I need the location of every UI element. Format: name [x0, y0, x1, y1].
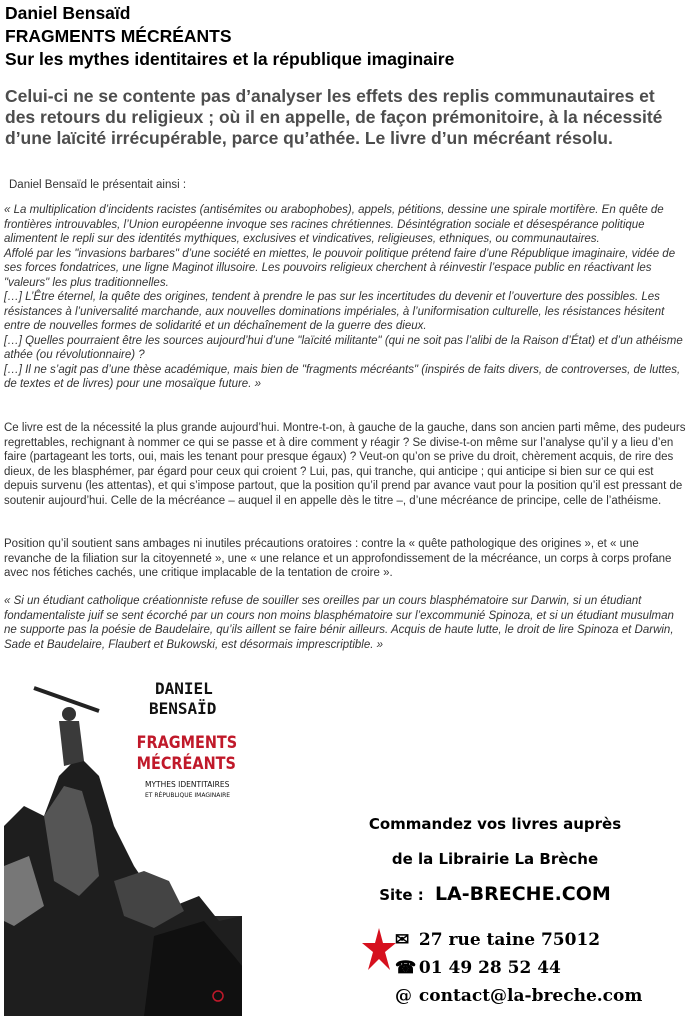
- cover-author-line1: DANIEL: [155, 679, 213, 698]
- author-quote: « La multiplication d’incidents racistes (antisémites ou arabophobes), appels, pétitions, dessine une spirale mortifère. En quête de frontières introuvables, l’Union européenne invoque ses racines chrétiennes. Désintégration sociale et désespérance politique alimentent le repli sur des identités mythiques, exclusives et vindicatives, religieuses, ethniques, ou communautaires. Affolé par les "invasions barbares" d’une société en miettes, le pouvoir politique prétend faire d’une République imaginaire, vidée de ses forces fondatrices, une ligne Maginot illusoire. Les pouvoirs religieux cherchent à réinvestir l’espace public en réactivant les "valeurs" les plus traditionnelles. […] L’Être éternel, la quête des origines, tendent à prendre le pas sur les incertitudes du devenir et l’ouverture des possibles. Les résistances à l’universalité marchande, aux nouvelles dominations impériales, à l’uniformisation culturelle, les résistances hésitent entre de nouvelles formes de solidarité et un déchaînement de la guerre des dieux. […] Quelles pourraient être les sources aujourd’hui d’une "laïcité militante" (qui ne soit pas l’alibi de la Raison d’État) et d’un athéisme athée (ou révolutionnaire) ? […] Il ne s’agit pas d’une thèse académique, mais bien de "fragments mécréants" (inspirés de faits divers, de controverses, de luttes, de textes et de livres) pour une mosaïque future. »: [4, 204, 683, 390]
- cover-photo: [4, 666, 242, 1016]
- phone-icon: ☎: [395, 958, 417, 978]
- envelope-icon: ✉: [395, 930, 410, 950]
- red-star-icon: [362, 928, 396, 972]
- review-paragraph-1: Ce livre est de la nécessité la plus grande aujourd’hui. Montre-t-on, à gauche de la gauche, dans son ancien parti même, des pudeurs regrettables, rechignant à nommer ce qui se passe et à dire comment y réagir ? Se divise-t-on même sur l’analyse qu’il y a lieu d’en faire (partageant les torts, oui, mais les tenant pour presque égaux) ? Veut-on qu’on se prive du droit, chèrement acquis, de rire des dieux, de les blasphémer, par égard pour ceux qui croient ? Lui, pas, qui tranche, qui anticipe ; qui anticipe si bien sur ce qui est depuis survenu (les attentas), et qui s’impose partout, que la position qu’il prend par avance vaut pour la position qu’il est pressant de soutenir aujourd’hui. Celle de la mécréance – auquel il en appelle dès le titre –, d’une mécréance de principe, celle de l’athéisme.: [4, 422, 686, 507]
- closing-quote: « Si un étudiant catholique créationniste refuse de souiller ses oreilles par un cours blasphématoire sur Darwin, si un étudiant fondamentaliste juif se sent écorché par un cours non moins blasphématoire sur l’excommunié Spinoza, et si un étudiant musulman ne supporte pas la poésie de Baudelaire, qu’ils aillent se faire bénir ailleurs. Acquis de haute lutte, le droit de lire Spinoza et Darwin, Sade et Baudelaire, Flaubert et Bukowski, est désormais imprescriptible. »: [4, 595, 674, 651]
- address-text: 27 rue taine 75012: [418, 930, 601, 950]
- at-icon: @: [395, 986, 412, 1006]
- cover-author-line2: BENSAÏD: [149, 699, 217, 718]
- cover-subtitle-line1: MYTHES IDENTITAIRES: [145, 780, 230, 789]
- email-link[interactable]: contact@la-breche.com: [418, 986, 643, 1006]
- phone-text: 01 49 28 52 44: [418, 958, 561, 978]
- email-line: [395, 986, 642, 1006]
- book-cover: [4, 666, 242, 1016]
- address-line: [395, 930, 600, 950]
- cover-title-line2: MÉCRÉANTS: [136, 752, 236, 774]
- review-paragraph-2: Position qu’il soutient sans ambages ni inutiles précautions oratoires : contre la « quête pathologique des origines », et « une revanche de la filiation sur la citoyenneté », une « une relance et un approfondissement de la mécréance, un corps à corps profane avec nos fétiches cachés, une critique implacable de la tentation de croire ».: [4, 538, 672, 579]
- phone-line: [395, 958, 561, 978]
- site-line: [345, 883, 645, 905]
- order-line-1: Commandez vos livres auprès: [368, 815, 622, 833]
- site-url-link[interactable]: LA-BRECHE.COM: [434, 883, 611, 905]
- intro-line: Daniel Bensaïd le présentait ainsi :: [9, 179, 187, 191]
- summary-text: Celui-ci ne se contente pas d’analyser les effets des replis communautaires et des retours du religieux ; où il en appelle, de façon prémonitoire, à la nécessité d’une laïcité irrécupérable, parce qu’athée. Le livre d’un mécréant résolu.: [5, 86, 663, 148]
- site-label: Site :: [379, 886, 424, 904]
- order-line-2: de la Librairie La Brèche: [391, 850, 599, 868]
- book-title: FRAGMENTS MÉCRÉANTS: [5, 26, 232, 46]
- cover-title-line1: FRAGMENTS: [136, 731, 238, 753]
- author-name: Daniel Bensaïd: [5, 3, 131, 23]
- cover-subtitle-line2: ET RÉPUBLIQUE IMAGINAIRE: [145, 792, 231, 799]
- book-subtitle: Sur les mythes identitaires et la république imaginaire: [5, 49, 455, 69]
